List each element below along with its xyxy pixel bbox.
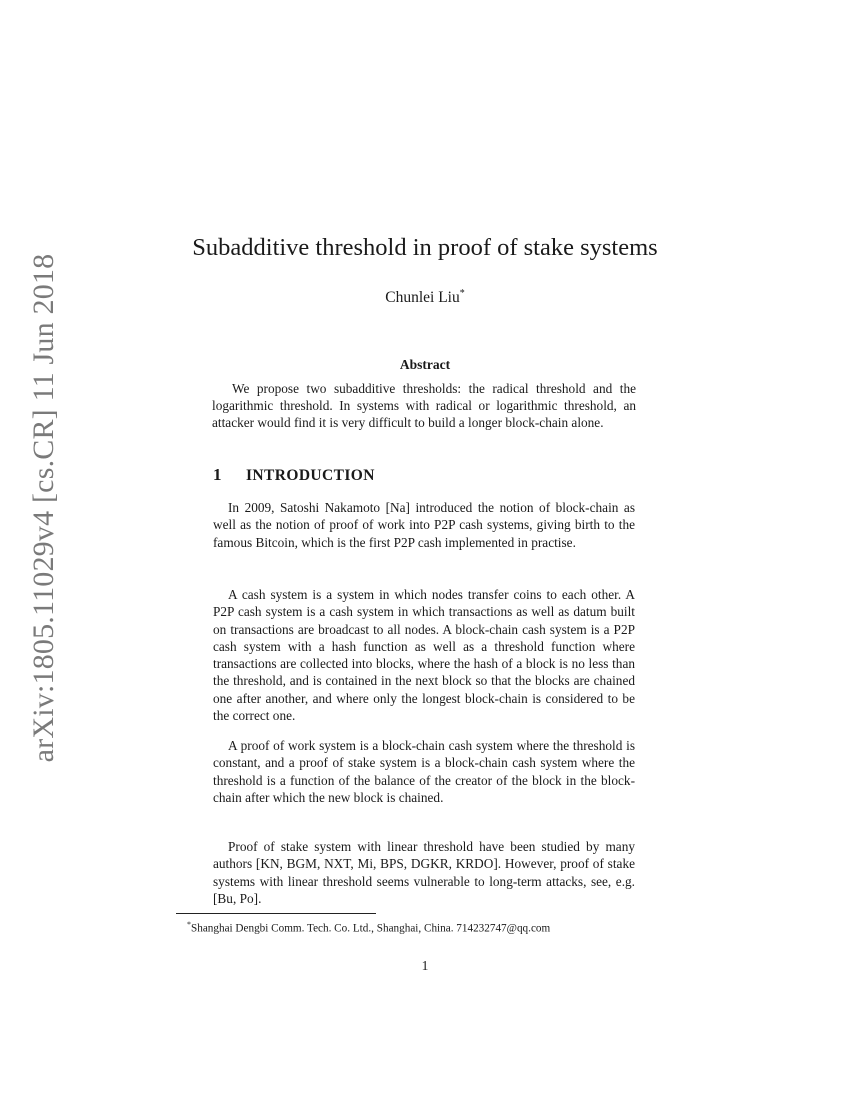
page-number: 1	[421, 958, 429, 973]
paper-title: Subadditive threshold in proof of stake systems	[192, 234, 658, 261]
section-number: 1	[213, 465, 222, 484]
arxiv-identifier-stamp: arXiv:1805.11029v4 [cs.CR] 11 Jun 2018	[27, 253, 60, 763]
author-footnote-mark: *	[459, 288, 465, 299]
section-heading	[213, 463, 375, 488]
footnote-divider	[176, 913, 376, 914]
author-line	[0, 283, 850, 309]
intro-paragraph-4: Proof of stake system with linear threshold have been studied by many authors [KN, BGM, NXT, Mi, BPS, DGKR, KRDO]. However, proof of stake systems with linear threshold seems vulnerable to long-term attacks, see, e.g. [Bu, Po].	[213, 839, 635, 906]
abstract-text: We propose two subadditive thresholds: the radical threshold and the logarithmic threshold. In systems with radical or logarithmic threshold, an attacker would find it is very difficult to build a longer block-chain alone.	[212, 381, 636, 431]
intro-paragraph-3: A proof of work system is a block-chain cash system where the threshold is constant, and a proof of stake system is a block-chain cash system where the threshold is a function of the balance of the creator of the block in the block-chain after which the new block is chained.	[213, 738, 635, 805]
intro-paragraph-1: In 2009, Satoshi Nakamoto [Na] introduced the notion of block-chain as well as the notion of proof of work into P2P cash systems, giving birth to the famous Bitcoin, which is the first P2P cash implemented in practise.	[213, 500, 635, 550]
footnote-mark: *	[187, 920, 191, 929]
footnote-text: Shanghai Dengbi Comm. Tech. Co. Ltd., Shanghai, China. 714232747@qq.com	[191, 922, 551, 935]
section-title: INTRODUCTION	[246, 467, 375, 484]
intro-paragraph-2: A cash system is a system in which nodes transfer coins to each other. A P2P cash system is a cash system in which transactions as well as datum built on transactions are broadcast to all nodes. A block-chain cash system is a P2P cash system with a hash function as well as a threshold function where transactions are collected into blocks, where the hash of a block is no less than the threshold, and is contained in the next block so that the blocks are chained one after another, and where only the longest block-chain is considered to be the correct one.	[213, 587, 635, 724]
abstract-heading: Abstract	[399, 357, 451, 372]
author-name: Chunlei Liu	[385, 289, 460, 307]
footnote	[187, 917, 550, 937]
